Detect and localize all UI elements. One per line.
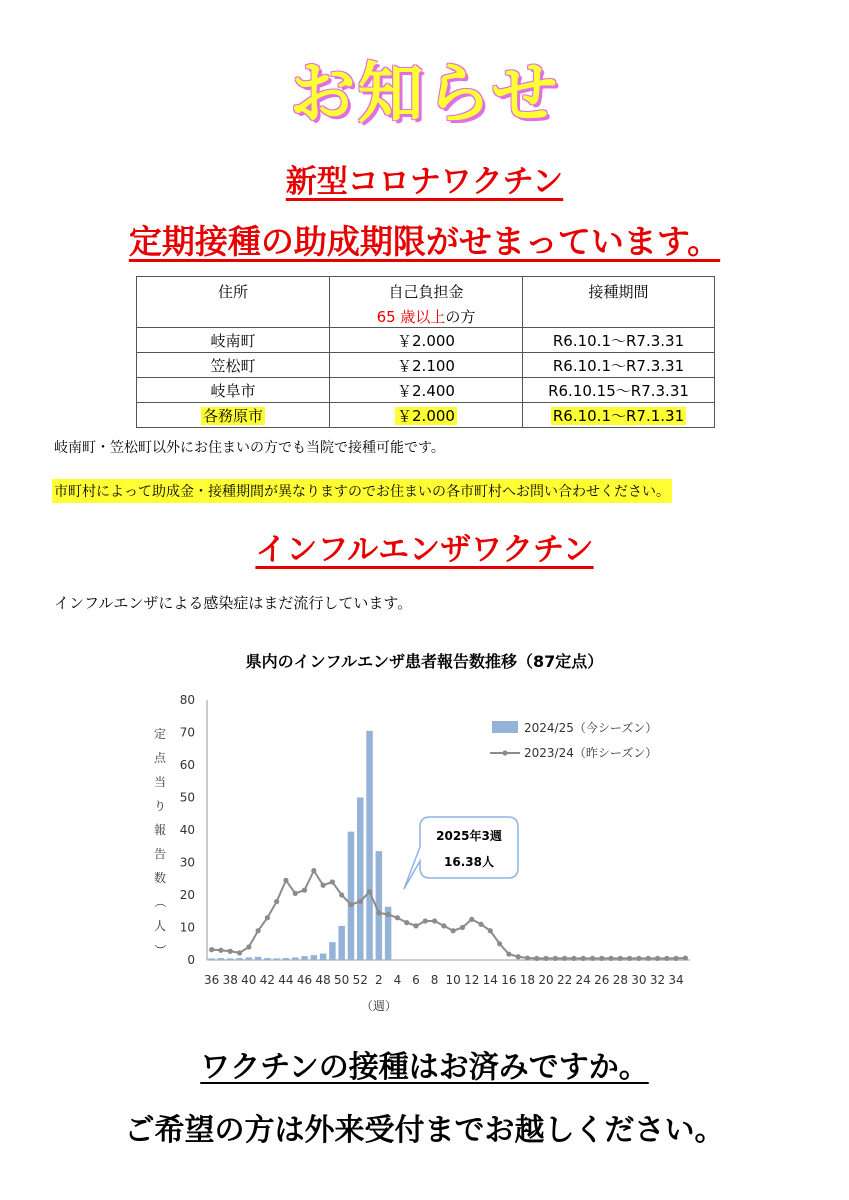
bar — [227, 958, 234, 960]
line-point — [683, 955, 688, 960]
line-point — [655, 956, 660, 961]
x-tick-label: 32 — [649, 973, 666, 987]
vaccination-question: ワクチンの接種はお済みですか。 — [200, 1050, 649, 1085]
y-tick-label: 20 — [179, 888, 195, 902]
y-axis-label-char: 点 — [153, 751, 167, 765]
bar — [208, 958, 215, 960]
x-tick-label: 24 — [575, 973, 591, 987]
line-point — [627, 956, 632, 961]
x-tick-label: 2 — [375, 973, 383, 987]
table-row — [137, 353, 715, 378]
legend-bar-label: 2024/25（今シーズン） — [524, 721, 658, 735]
line-point — [265, 915, 270, 920]
table-header-row — [137, 277, 715, 328]
bar — [301, 956, 308, 960]
highlight-address: 各務原市 — [202, 406, 263, 425]
cell-address: 笠松町 — [137, 353, 330, 378]
header-period: 接種期間 — [523, 277, 715, 328]
age-note: 65 歳以上 — [376, 308, 446, 326]
line-point — [636, 956, 641, 961]
y-axis-label-char: 当 — [153, 775, 167, 789]
line-point — [246, 944, 251, 949]
line-point — [321, 883, 326, 888]
bar — [246, 957, 253, 960]
line-point — [228, 949, 233, 954]
line-point — [255, 928, 260, 933]
line-point — [478, 922, 483, 927]
x-tick-label: 14 — [482, 973, 498, 987]
legend-bar-swatch — [492, 721, 518, 733]
bar — [366, 731, 373, 960]
cell-period: R6.10.15～R7.3.31 — [523, 378, 715, 403]
line-point — [367, 889, 372, 894]
line-point — [460, 925, 465, 930]
flu-vaccine-heading: インフルエンザワクチン — [255, 532, 594, 568]
table-row — [137, 328, 715, 353]
cell-address: 岐阜市 — [137, 378, 330, 403]
line-point — [330, 879, 335, 884]
line-point — [283, 878, 288, 883]
x-tick-label: 44 — [278, 973, 294, 987]
bar — [236, 958, 243, 960]
line-point — [618, 956, 623, 961]
line-point — [293, 891, 298, 896]
line-point — [404, 920, 409, 925]
bar — [283, 958, 290, 960]
bar — [320, 954, 327, 961]
table-row — [137, 378, 715, 403]
line-point — [209, 947, 214, 952]
cell-fee: ￥2.000 — [330, 328, 523, 353]
x-tick-label: 34 — [668, 973, 684, 987]
line-point — [553, 956, 558, 961]
bar — [348, 832, 355, 960]
line-series — [212, 871, 686, 959]
table-row-highlighted — [137, 403, 715, 428]
bar — [218, 958, 225, 960]
x-tick-label: 6 — [412, 973, 420, 987]
y-tick-label: 80 — [179, 693, 195, 707]
bar — [357, 798, 364, 961]
annotation-value: 16.38人 — [444, 855, 494, 869]
y-axis-label-char: （ — [153, 895, 167, 909]
line-point — [571, 956, 576, 961]
x-tick-label: 28 — [612, 973, 628, 987]
x-tick-label: 22 — [556, 973, 573, 987]
x-tick-label: 36 — [204, 973, 220, 987]
x-tick-label: 50 — [334, 973, 350, 987]
bar — [292, 957, 299, 960]
other-residents-note: 岐南町・笠松町以外にお住まいの方でも当院で接種可能です。 — [54, 440, 445, 456]
line-point — [664, 956, 669, 961]
highlight-fee: ￥2.000 — [397, 406, 455, 425]
bar — [329, 942, 336, 960]
x-tick-label: 42 — [259, 973, 276, 987]
subsidy-deadline-heading: 定期接種の助成期限がせまっています。 — [128, 222, 721, 261]
x-tick-label: 46 — [296, 973, 313, 987]
y-tick-label: 70 — [179, 725, 195, 740]
bar — [255, 957, 262, 960]
legend-line-label: 2023/24（昨シーズン） — [524, 746, 658, 760]
x-tick-label: 40 — [241, 973, 257, 987]
line-point — [376, 910, 381, 915]
line-point — [497, 941, 502, 946]
line-point — [516, 954, 521, 959]
line-point — [441, 923, 446, 928]
x-tick-label: 20 — [538, 973, 554, 987]
x-tick-label: 18 — [519, 973, 536, 987]
line-point — [311, 868, 316, 873]
subsidy-table — [136, 276, 715, 428]
line-point — [413, 923, 418, 928]
line-point — [423, 918, 428, 923]
y-tick-label: 10 — [179, 920, 195, 935]
legend-line-marker — [502, 750, 507, 755]
x-tick-label: 8 — [430, 973, 439, 987]
line-point — [218, 948, 223, 953]
bar — [264, 958, 271, 960]
line-point — [348, 902, 353, 907]
x-tick-label: 48 — [315, 973, 331, 987]
cell-fee: ￥2.400 — [330, 378, 523, 403]
y-tick-label: 0 — [187, 953, 195, 967]
reception-guidance: ご希望の方は外来受付までお越しください。 — [124, 1113, 725, 1148]
annotation-callout — [404, 817, 518, 889]
line-point — [237, 950, 242, 955]
y-tick-label: 60 — [179, 758, 195, 772]
line-point — [339, 892, 344, 897]
x-tick-label: 4 — [393, 973, 402, 987]
x-tick-label: 52 — [352, 973, 368, 987]
y-tick-label: 40 — [179, 823, 195, 837]
line-point — [543, 956, 548, 961]
cell-fee: ￥2.100 — [330, 353, 523, 378]
flu-chart — [140, 690, 710, 1020]
header-fee-note — [330, 306, 522, 327]
y-axis-label-char: り — [153, 799, 167, 813]
cell-fee — [330, 403, 523, 428]
y-tick-label: 30 — [179, 855, 195, 870]
cell-period — [523, 403, 715, 428]
y-axis-label-char: 人 — [153, 919, 167, 933]
line-point — [432, 918, 437, 923]
municipality-inquiry-note: 市町村によって助成金・接種期間が異なりますのでお住まいの各市町村へお問い合わせください。 — [52, 479, 672, 503]
age-note-suffix: の方 — [445, 308, 476, 326]
line-point — [646, 956, 651, 961]
covid-vaccine-heading: 新型コロナワクチン — [285, 164, 564, 200]
cell-period: R6.10.1～R7.3.31 — [523, 328, 715, 353]
x-tick-label: 30 — [631, 973, 647, 987]
x-tick-label: 38 — [222, 973, 238, 987]
x-tick-label: 12 — [464, 973, 480, 987]
flu-epidemic-note: インフルエンザによる感染症はまだ流行しています。 — [54, 594, 413, 612]
line-point — [395, 915, 400, 920]
y-tick-label: 50 — [179, 790, 195, 805]
line-point — [581, 956, 586, 961]
x-tick-label: 10 — [445, 973, 461, 987]
line-point — [562, 956, 567, 961]
bar — [273, 958, 280, 960]
line-point — [590, 956, 595, 961]
highlight-period: R6.10.1～R7.1.31 — [552, 406, 685, 425]
bar — [311, 955, 318, 960]
line-point — [451, 928, 456, 933]
line-point — [386, 912, 391, 917]
line-point — [302, 888, 307, 893]
y-axis-label-char: 告 — [153, 847, 167, 861]
header-address: 住所 — [137, 277, 330, 328]
header-fee — [330, 277, 523, 328]
y-axis-label-char: 定 — [153, 727, 167, 741]
x-tick-label: 26 — [594, 973, 610, 987]
cell-period: R6.10.1～R7.3.31 — [523, 353, 715, 378]
line-point — [534, 956, 539, 961]
y-axis-label-char: 数 — [153, 871, 167, 885]
line-point — [274, 899, 279, 904]
x-axis-label: （週） — [360, 999, 397, 1013]
line-point — [525, 955, 530, 960]
line-point — [506, 952, 511, 957]
bar — [338, 926, 345, 960]
line-point — [608, 956, 613, 961]
header-fee-label: 自己負担金 — [388, 283, 464, 301]
line-point — [469, 917, 474, 922]
line-point — [488, 928, 493, 933]
cell-address: 岐南町 — [137, 328, 330, 353]
y-axis-label-char: ） — [153, 943, 167, 957]
cell-address — [137, 403, 330, 428]
chart-title: 県内のインフルエンザ患者報告数推移（87定点） — [245, 652, 604, 671]
notice-title: お知らせ — [289, 55, 560, 132]
annotation-week: 2025年3週 — [436, 829, 502, 843]
y-axis-label-char: 報 — [153, 823, 167, 837]
line-point — [358, 899, 363, 904]
line-point — [673, 956, 678, 961]
line-point — [599, 956, 604, 961]
x-tick-label: 16 — [501, 973, 517, 987]
